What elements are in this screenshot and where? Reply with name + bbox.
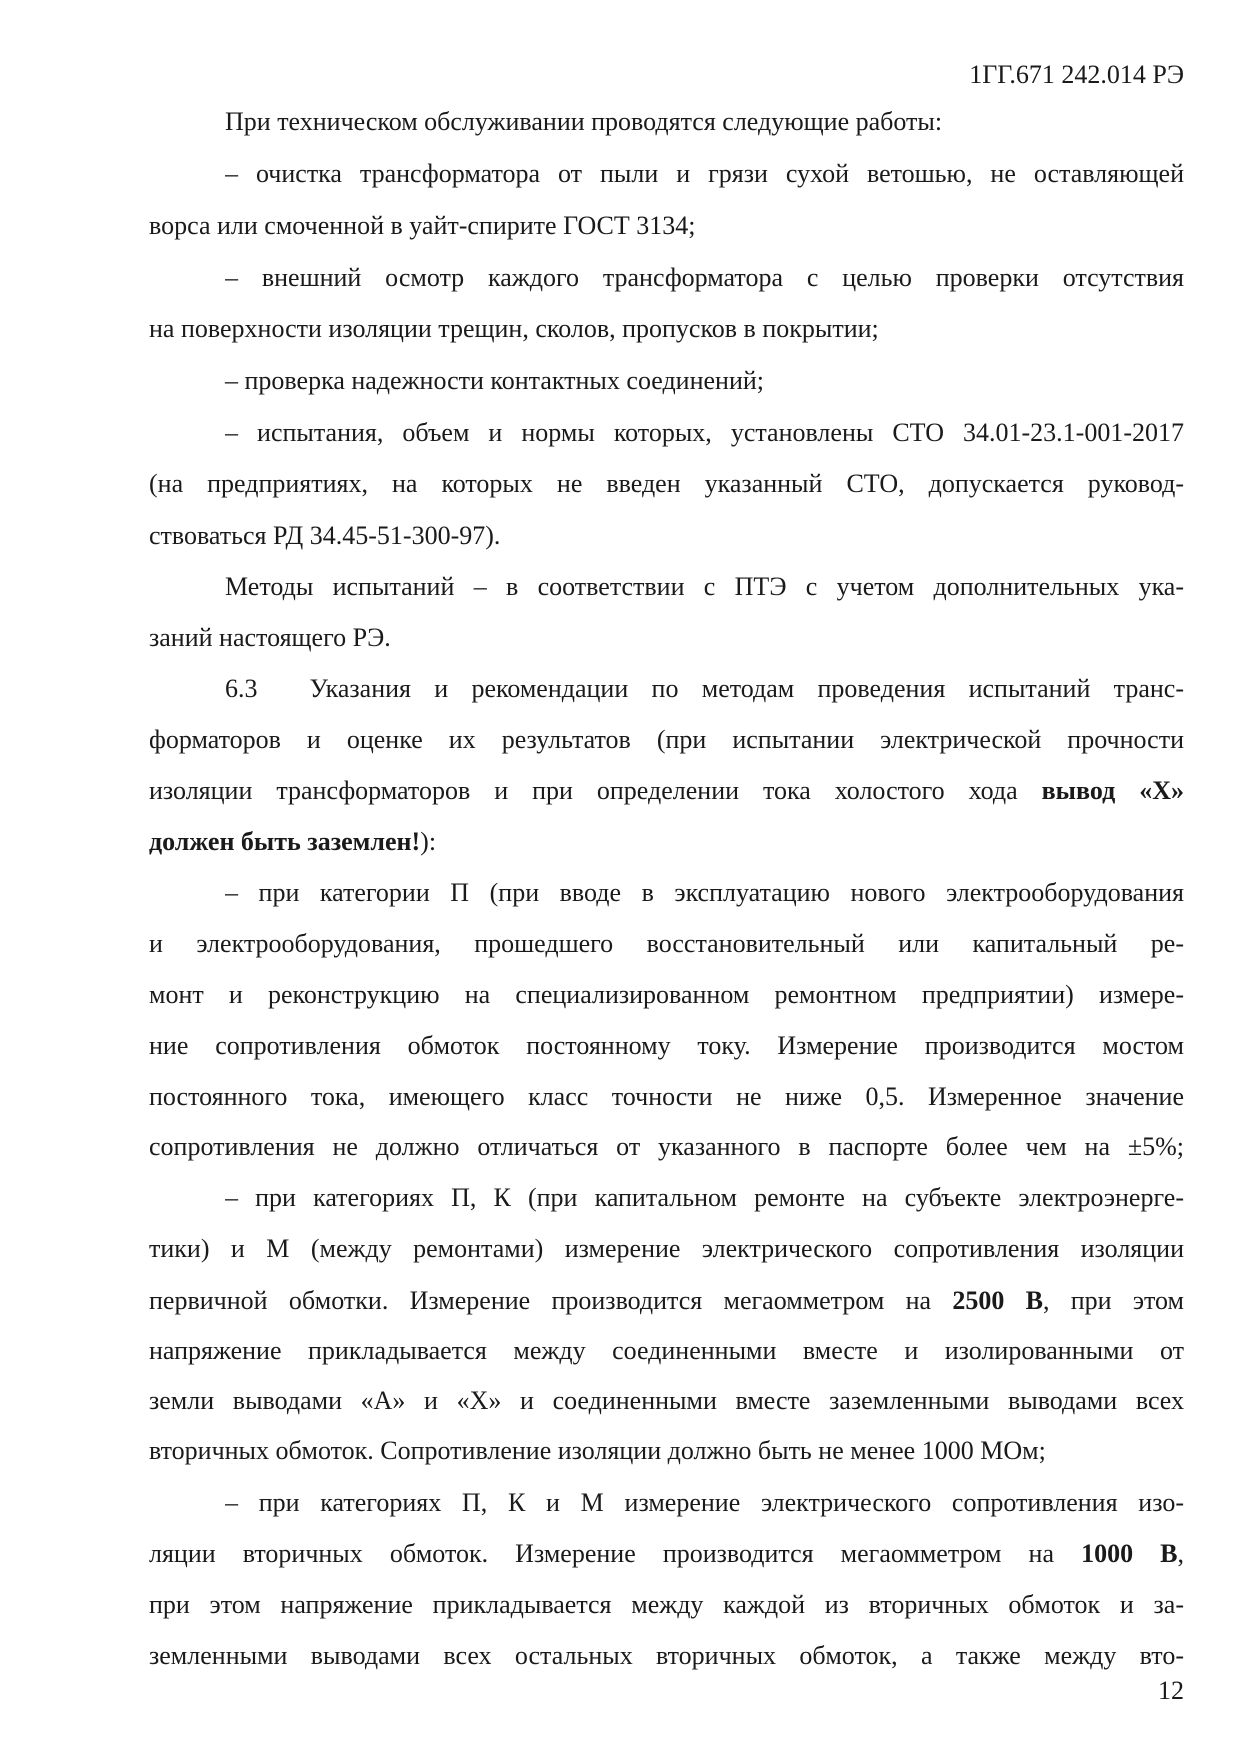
text-line: – проверка надежности контактных соединений;	[225, 366, 765, 395]
text-line	[149, 1285, 1184, 1317]
bold-1000v: 1000 В	[1081, 1539, 1178, 1568]
page-number: 12	[1158, 1676, 1184, 1705]
text-line: на поверхности изоляции трещин, сколов, пропусков в покрытии;	[149, 314, 879, 343]
text-line: форматоров и оценке их результатов (при испытании электрической прочности	[149, 725, 1184, 754]
text-line: – испытания, объем и нормы которых, установлены СТО 34.01-23.1-001-2017	[225, 418, 1184, 447]
text-line: – при категориях П, К и М измерение электрического сопротивления изо-	[225, 1488, 1184, 1517]
text-line: – при категории П (при вводе в эксплуатацию нового электрооборудования	[225, 878, 1184, 907]
text-line: – внешний осмотр каждого трансформатора с целью проверки отсутствия	[225, 263, 1184, 292]
bold-grounded-warning: должен быть заземлен!	[149, 827, 421, 856]
text-span: первичной обмотки. Измерение производится мегаомметром на	[149, 1286, 932, 1315]
text-line: ствоваться РД 34.45-51-300-97).	[149, 521, 501, 550]
text-line: – при категориях П, К (при капитальном ремонте на субъекте электроэнерге-	[225, 1183, 1184, 1212]
text-span: ,	[1177, 1539, 1184, 1568]
text-span: , при этом	[1042, 1286, 1184, 1315]
intro-line: При техническом обслуживании проводятся следующие работы:	[225, 107, 943, 136]
text-line: (на предприятиях, на которых не введен указанный СТО, допускается руковод-	[149, 469, 1184, 498]
text-line: Методы испытаний – в соответствии с ПТЭ с учетом дополнительных ука-	[225, 572, 1184, 601]
text-line: земленными выводами всех остальных вторичных обмоток, а также между вто-	[149, 1641, 1184, 1670]
document-code: 1ГГ.671 242.014 РЭ	[969, 60, 1184, 89]
text-line: – очистка трансформатора от пыли и грязи сухой ветошью, не оставляющей	[225, 159, 1184, 188]
text-span: изоляции трансформаторов и при определении тока холостого хода	[149, 776, 1018, 805]
text-span: ):	[420, 827, 437, 856]
text-line: монт и реконструкцию на специализированном ремонтном предприятии) измере-	[149, 980, 1184, 1009]
text-line: тики) и М (между ремонтами) измерение электрического сопротивления изоляции	[149, 1234, 1184, 1263]
section-heading-6-3: 6.3 Указания и рекомендации по методам проведения испытаний транс-	[225, 674, 1184, 703]
text-line: земли выводами «А» и «Х» и соединенными вместе заземленными выводами всех	[149, 1386, 1184, 1415]
text-line: напряжение прикладывается между соединенными вместе и изолированными от	[149, 1336, 1184, 1365]
text-line: заний настоящего РЭ.	[149, 623, 391, 652]
text-line: сопротивления не должно отличаться от указанного в паспорте более чем на ±5%;	[149, 1132, 1184, 1161]
bold-2500v: 2500 В	[952, 1286, 1043, 1315]
text-span: ляции вторичных обмоток. Измерение производится мегаомметром на	[149, 1539, 1054, 1568]
bold-terminal-x: вывод «Х»	[1041, 776, 1184, 805]
text-line: ворса или смоченной в уайт-спирите ГОСТ 3134;	[149, 211, 696, 240]
text-line	[149, 775, 1184, 807]
text-line	[149, 1538, 1184, 1570]
text-line: ние сопротивления обмоток постоянному току. Измерение производится мостом	[149, 1031, 1184, 1060]
text-line: и электрооборудования, прошедшего восстановительный или капитальный ре-	[149, 929, 1184, 958]
text-line: постоянного тока, имеющего класс точности не ниже 0,5. Измеренное значение	[149, 1082, 1184, 1111]
text-line: при этом напряжение прикладывается между каждой из вторичных обмоток и за-	[149, 1590, 1184, 1619]
text-line	[149, 826, 1184, 858]
text-line: вторичных обмоток. Сопротивление изоляции должно быть не менее 1000 МОм;	[149, 1436, 1046, 1465]
